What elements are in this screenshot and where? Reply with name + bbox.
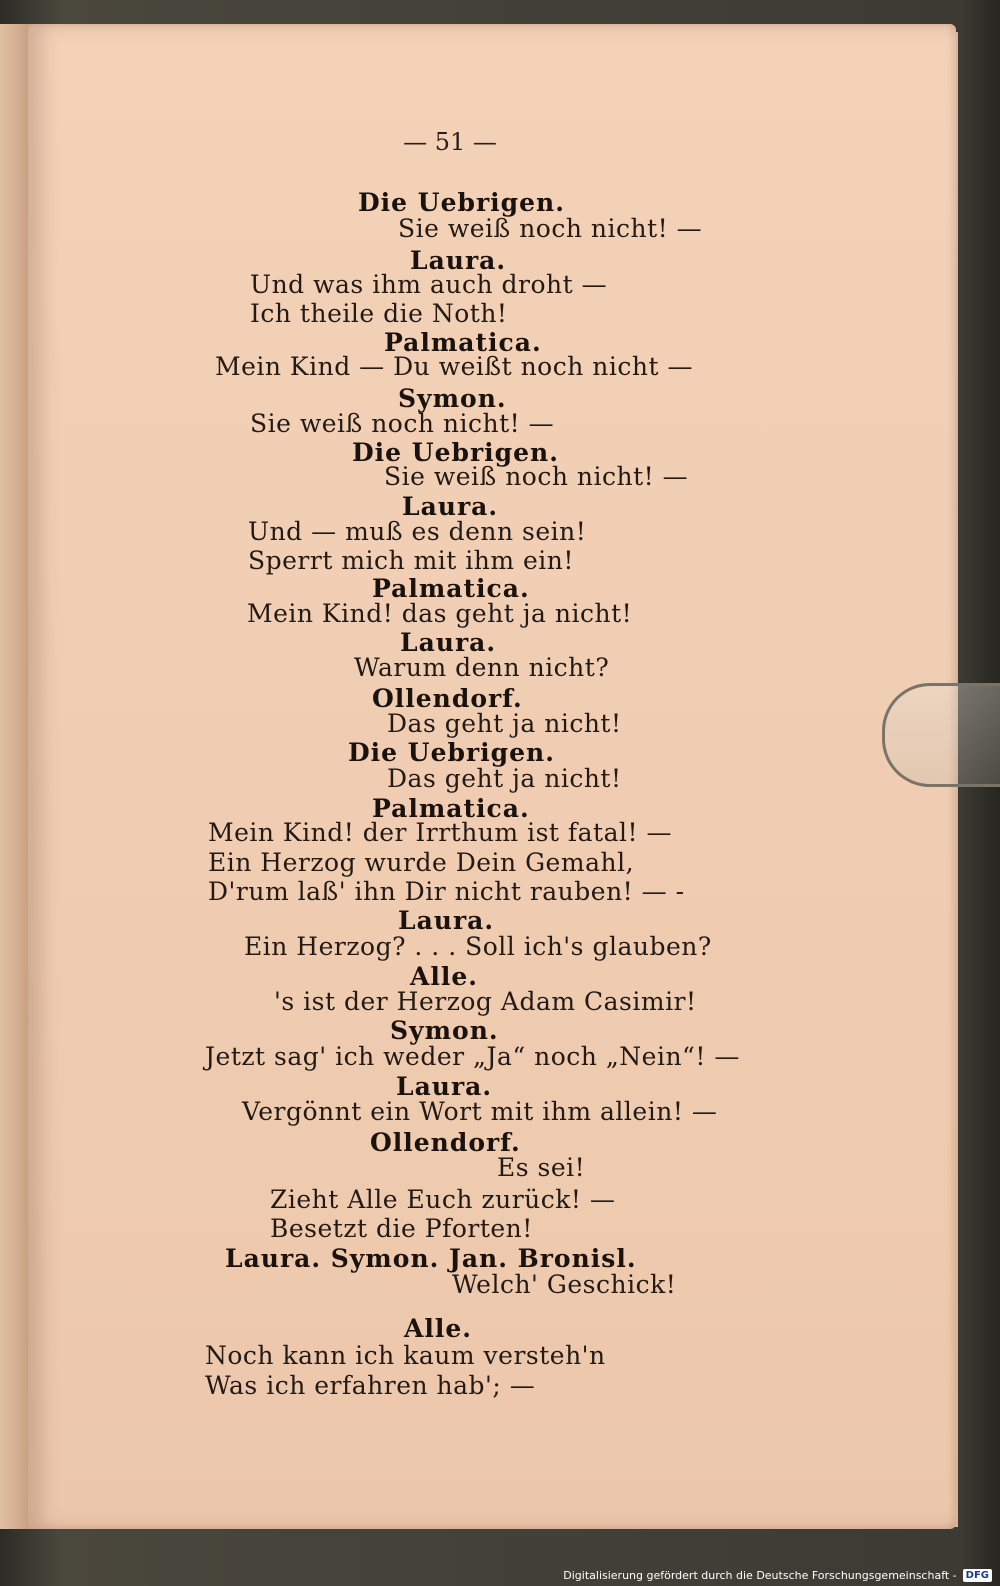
verse-line: Sperrt mich mit ihm ein! bbox=[248, 546, 574, 575]
speaker-label: Ollendorf. bbox=[370, 1128, 521, 1157]
dfg-logo: DFG bbox=[963, 1569, 992, 1582]
speaker-label: Palmatica. bbox=[372, 574, 530, 603]
verse-line: 's ist der Herzog Adam Casimir! bbox=[274, 987, 697, 1016]
verse-line: Sie weiß noch nicht! — bbox=[250, 409, 555, 438]
verse-line: Es sei! bbox=[497, 1153, 586, 1182]
speaker-label: Palmatica. bbox=[372, 794, 530, 823]
page-clip bbox=[882, 683, 1000, 787]
verse-line: Warum denn nicht? bbox=[354, 653, 610, 682]
verse-line: Ein Herzog? . . . Soll ich's glauben? bbox=[244, 932, 712, 961]
speaker-label: Symon. bbox=[398, 384, 507, 413]
speaker-label: Laura. bbox=[410, 246, 507, 275]
speaker-label: Symon. bbox=[390, 1016, 499, 1045]
verse-line: Ein Herzog wurde Dein Gemahl, bbox=[208, 848, 635, 877]
verse-line: Besetzt die Pforten! bbox=[270, 1214, 533, 1243]
speaker-label: Alle. bbox=[404, 1314, 473, 1343]
speaker-label: Die Uebrigen. bbox=[352, 438, 559, 467]
speaker-label: Alle. bbox=[410, 962, 479, 991]
speaker-label: Laura. Symon. Jan. Bronisl. bbox=[225, 1244, 637, 1273]
speaker-label: Palmatica. bbox=[384, 328, 542, 357]
verse-line: Sie weiß noch nicht! — bbox=[384, 462, 689, 491]
verse-line: Mein Kind! das geht ja nicht! bbox=[247, 599, 633, 628]
speaker-label: Die Uebrigen. bbox=[348, 738, 555, 767]
verse-line: Sie weiß noch nicht! — bbox=[398, 214, 703, 243]
verse-line: Zieht Alle Euch zurück! — bbox=[270, 1185, 616, 1214]
verse-line: Ich theile die Noth! bbox=[250, 299, 508, 328]
speaker-label: Laura. bbox=[400, 628, 497, 657]
verse-line: Das geht ja nicht! bbox=[387, 764, 622, 793]
speaker-label: Die Uebrigen. bbox=[358, 188, 565, 217]
speaker-label: Laura. bbox=[402, 492, 499, 521]
verse-line: Mein Kind — Du weißt noch nicht — bbox=[215, 352, 693, 381]
verse-line: Mein Kind! der Irrthum ist fatal! — bbox=[208, 818, 672, 847]
verse-line: Das geht ja nicht! bbox=[387, 709, 622, 738]
verse-line: Jetzt sag' ich weder „Ja“ noch „Nein“! — bbox=[205, 1042, 740, 1071]
footer-credit bbox=[563, 1564, 992, 1586]
verse-line: Noch kann ich kaum versteh'n bbox=[205, 1341, 606, 1370]
verse-line: Und was ihm auch droht — bbox=[250, 270, 608, 299]
page-number: — 51 — bbox=[403, 128, 497, 156]
verse-line: Welch' Geschick! bbox=[452, 1270, 677, 1299]
speaker-label: Ollendorf. bbox=[372, 684, 523, 713]
speaker-label: Laura. bbox=[398, 906, 495, 935]
verse-line: Vergönnt ein Wort mit ihm allein! — bbox=[242, 1097, 718, 1126]
verse-line: Und — muß es denn sein! bbox=[248, 517, 587, 546]
speaker-label: Laura. bbox=[396, 1072, 493, 1101]
verse-line: Was ich erfahren hab'; — bbox=[205, 1371, 536, 1400]
footer-text: Digitalisierung gefördert durch die Deutsche Forschungsgemeinschaft - bbox=[563, 1568, 957, 1582]
verse-line: D'rum laß' ihn Dir nicht rauben! — - bbox=[208, 877, 685, 906]
